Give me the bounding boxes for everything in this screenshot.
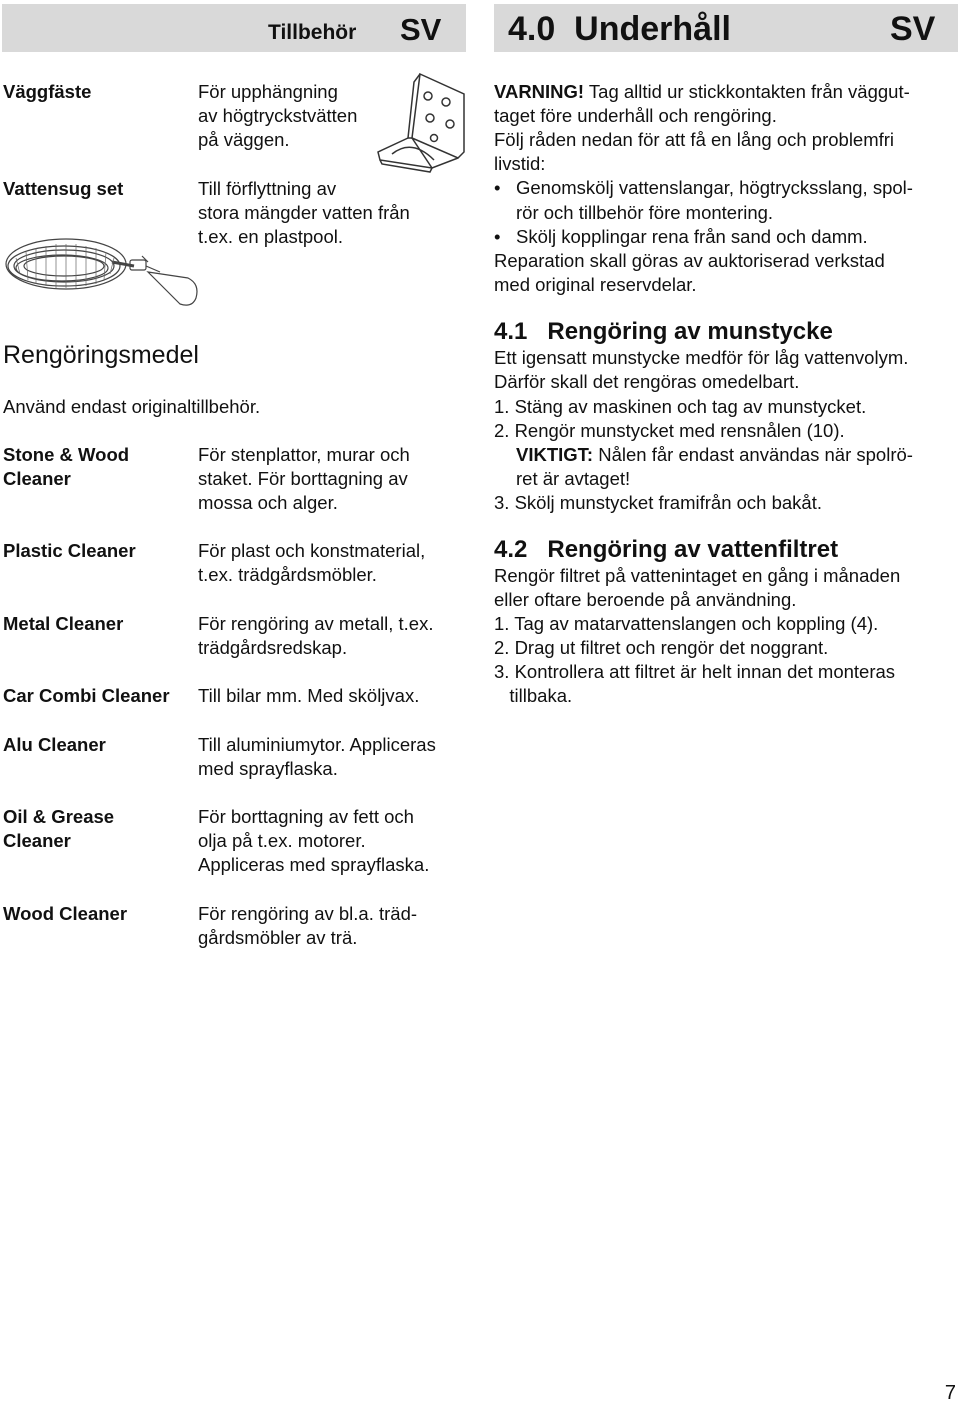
header-maintenance	[494, 4, 958, 52]
advice-line: Följ råden nedan för att få en lång och problemfri	[494, 129, 895, 150]
accessory-desc: t.ex. en plastpool.	[198, 226, 344, 247]
header-left-lang: SV	[400, 12, 442, 47]
cleaner-desc: För plast och konstmaterial,	[198, 540, 426, 561]
warning-label: VARNING!	[494, 81, 585, 102]
accessory-desc: För upphängning	[198, 81, 338, 102]
cleaner-name: Cleaner	[3, 468, 71, 489]
section-41-title: Rengöring av munstycke	[547, 318, 833, 345]
warning-line: Tag alltid ur stickkontakten från väggut-	[584, 81, 910, 102]
cleaner-desc: För rengöring av bl.a. träd-	[198, 903, 418, 924]
cleaner-name: Alu Cleaner	[3, 734, 106, 755]
section-41-intro: Därför skall det rengöras omedelbart.	[494, 371, 800, 392]
cleaner-desc: trädgårdsredskap.	[198, 637, 348, 658]
cleaner-desc: För borttagning av fett och	[198, 806, 414, 827]
cleaner-desc: Appliceras med sprayflaska.	[198, 854, 430, 875]
cleaner-desc: gårdsmöbler av trä.	[198, 927, 358, 948]
warning-text	[494, 80, 910, 104]
repair-line: Reparation skall göras av auktoriserad verkstad	[494, 250, 885, 271]
accessory-name-wall-mount: Väggfäste	[3, 81, 92, 102]
section-42-step: 1. Tag av matarvattenslangen och koppling (4).	[494, 613, 879, 634]
section-42-number: 4.2	[494, 536, 528, 563]
cleaner-desc: olja på t.ex. motorer.	[198, 830, 366, 851]
cleaner-name: Metal Cleaner	[3, 613, 124, 634]
cleaner-desc: mossa och alger.	[198, 492, 338, 513]
suction-hose-icon	[2, 222, 202, 314]
accessory-desc: på väggen.	[198, 129, 290, 150]
page-number: 7	[944, 1382, 956, 1404]
cleaner-name: Cleaner	[3, 830, 71, 851]
bullet-text: Genomskölj vattenslangar, högtrycksslang, spol-	[516, 177, 913, 198]
accessory-desc: Till förflyttning av	[198, 178, 337, 199]
cleaner-name: Oil & Grease	[3, 806, 115, 827]
warning-line: taget före underhåll och rengöring.	[494, 105, 777, 126]
cleaning-section-title: Rengöringsmedel	[3, 341, 199, 369]
accessory-desc: av högtryckstvätten	[198, 105, 358, 126]
cleaner-name: Wood Cleaner	[3, 903, 128, 924]
section-42-title: Rengöring av vattenfiltret	[547, 536, 839, 563]
repair-line: med original reservdelar.	[494, 274, 697, 295]
cleaner-name: Car Combi Cleaner	[3, 685, 170, 706]
cleaning-section-intro: Använd endast originaltillbehör.	[3, 396, 261, 417]
section-42-intro: eller oftare beroende på användning.	[494, 589, 797, 610]
section-41-number: 4.1	[494, 318, 528, 345]
cleaner-desc: staket. För borttagning av	[198, 468, 408, 489]
cleaner-name: Plastic Cleaner	[3, 540, 136, 561]
section-42-intro: Rengör filtret på vattenintaget en gång i månaden	[494, 565, 901, 586]
section-42-heading	[494, 536, 838, 564]
wall-bracket-icon	[372, 68, 472, 178]
cleaner-desc: Till bilar mm. Med sköljvax.	[198, 685, 420, 706]
section-42-step: tillbaka.	[494, 685, 573, 706]
header-right-lang: SV	[890, 10, 936, 48]
cleaner-desc: t.ex. trädgårdsmöbler.	[198, 564, 377, 585]
accessory-name-suction-set: Vattensug set	[3, 178, 124, 199]
important-label: VIKTIGT:	[516, 444, 594, 465]
important-line: ret är avtaget!	[516, 468, 631, 489]
header-right-title: 4.0 Underhåll	[508, 10, 731, 48]
accessory-desc: stora mängder vatten från	[198, 202, 410, 223]
cleaner-desc: med sprayflaska.	[198, 758, 338, 779]
header-accessories	[2, 4, 466, 52]
section-41-heading	[494, 318, 833, 346]
section-41-step: 1. Stäng av maskinen och tag av munstycket.	[494, 396, 867, 417]
bullet-text: rör och tillbehör före montering.	[516, 202, 774, 223]
bullet-dot-icon: •	[494, 226, 501, 247]
important-line: Nålen får endast användas när spolrö-	[593, 444, 913, 465]
section-41-important	[516, 443, 913, 467]
section-41-step: 2. Rengör munstycket med rensnålen (10).	[494, 420, 845, 441]
bullet-dot-icon: •	[494, 177, 501, 198]
cleaner-name: Stone & Wood	[3, 444, 130, 465]
cleaner-desc: För rengöring av metall, t.ex.	[198, 613, 434, 634]
cleaner-desc: För stenplattor, murar och	[198, 444, 410, 465]
header-left-title: Tillbehör	[268, 21, 357, 44]
section-42-step: 3. Kontrollera att filtret är helt innan det monteras	[494, 661, 896, 682]
section-42-step: 2. Drag ut filtret och rengör det noggrant.	[494, 637, 829, 658]
bullet-text: Skölj kopplingar rena från sand och damm.	[516, 226, 868, 247]
advice-line: livstid:	[494, 153, 546, 174]
section-41-intro: Ett igensatt munstycke medför för låg vattenvolym.	[494, 347, 909, 368]
section-41-step: 3. Skölj munstycket framifrån och bakåt.	[494, 492, 822, 513]
cleaner-desc: Till aluminiumytor. Appliceras	[198, 734, 436, 755]
